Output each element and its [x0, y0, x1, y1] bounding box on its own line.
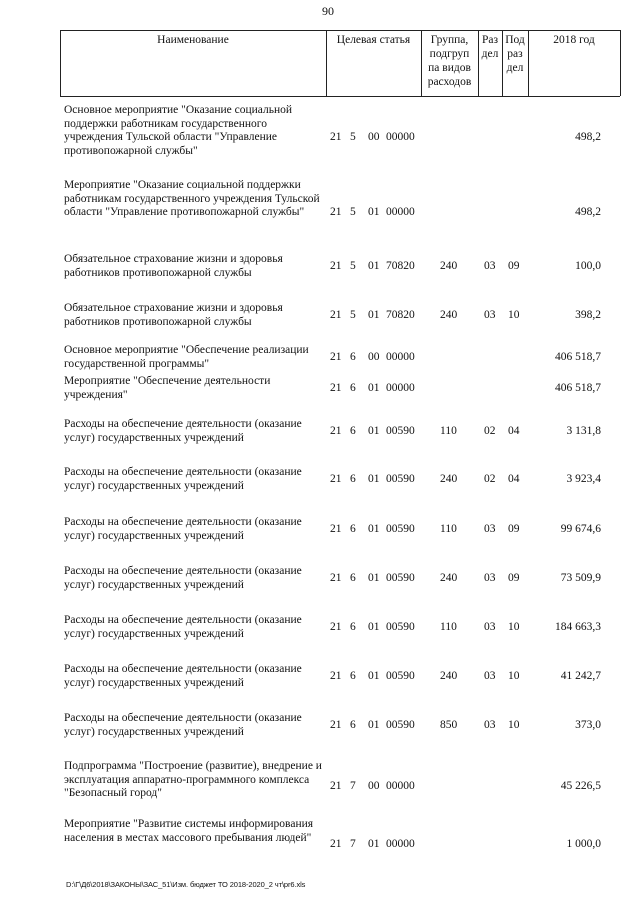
row-c3: 01 — [368, 206, 380, 218]
file-path-footer: D:\Г\Д6\2018\ЗАКОНЫ\ЗАС_51\Изм. бюджет ТО 2018-2020_2 чт\pr6.xls — [66, 880, 306, 889]
row-c1: 21 — [330, 206, 342, 218]
row-c4: 00590 — [386, 425, 415, 437]
row-c1: 21 — [330, 351, 342, 363]
row-c2: 6 — [350, 425, 356, 437]
row-c3: 01 — [368, 523, 380, 535]
row-c2: 5 — [350, 206, 356, 218]
row-c3: 00 — [368, 351, 380, 363]
row-c2: 6 — [350, 473, 356, 485]
row-name: Мероприятие "Оказание социальной поддержки работникам государственного учреждения Тульской области "Управление противопожарной службы" — [64, 179, 320, 218]
row-c2: 6 — [350, 719, 356, 731]
row-c1: 21 — [330, 719, 342, 731]
row-sub: 10 — [508, 670, 520, 682]
row-amount: 3 923,4 — [566, 473, 601, 485]
row-c4: 00590 — [386, 572, 415, 584]
row-name: Основное мероприятие "Оказание социальной поддержки работникам государственного учреждения Тульской области "Управление противопожарной службы" — [64, 104, 293, 157]
row-name: Расходы на обеспечение деятельности (оказание услуг) государственных учреждений — [64, 516, 302, 542]
header-name: Наименование — [157, 34, 229, 46]
row-c3: 01 — [368, 382, 380, 394]
row-c1: 21 — [330, 670, 342, 682]
row-c2: 5 — [350, 131, 356, 143]
row-amount: 100,0 — [575, 260, 601, 272]
header-section: Раз дел — [481, 34, 499, 60]
row-sec: 03 — [484, 621, 496, 633]
header-target: Целевая статья — [336, 34, 411, 46]
row-sec: 03 — [484, 523, 496, 535]
row-c3: 01 — [368, 719, 380, 731]
row-sub: 10 — [508, 621, 520, 633]
row-sec: 03 — [484, 719, 496, 731]
row-group: 850 — [440, 719, 458, 731]
row-group: 110 — [440, 425, 457, 437]
row-c3: 00 — [368, 131, 380, 143]
row-c2: 5 — [350, 260, 356, 272]
row-c2: 6 — [350, 670, 356, 682]
row-amount: 73 509,9 — [560, 572, 601, 584]
row-amount: 498,2 — [575, 131, 601, 143]
row-c1: 21 — [330, 572, 342, 584]
row-name: Обязательное страхование жизни и здоровья работников противопожарной службы — [64, 253, 283, 279]
row-sub: 09 — [508, 572, 520, 584]
row-group: 240 — [440, 473, 458, 485]
row-c3: 01 — [368, 572, 380, 584]
row-c2: 6 — [350, 382, 356, 394]
row-c1: 21 — [330, 473, 342, 485]
header-year: 2018 год — [553, 34, 595, 46]
row-c2: 6 — [350, 351, 356, 363]
row-c4: 00590 — [386, 473, 415, 485]
row-group: 240 — [440, 670, 458, 682]
row-amount: 99 674,6 — [560, 523, 601, 535]
row-c1: 21 — [330, 309, 342, 321]
row-sec: 03 — [484, 572, 496, 584]
row-c2: 7 — [350, 780, 356, 792]
row-sub: 09 — [508, 523, 520, 535]
row-amount: 406 518,7 — [555, 351, 601, 363]
row-amount: 184 663,3 — [555, 621, 601, 633]
row-group: 240 — [440, 572, 458, 584]
row-c3: 01 — [368, 473, 380, 485]
header-subsection: Под раз дел — [505, 34, 525, 74]
page-number: 90 — [322, 4, 334, 18]
row-sec: 02 — [484, 425, 496, 437]
row-c4: 70820 — [386, 309, 415, 321]
row-name: Расходы на обеспечение деятельности (оказание услуг) государственных учреждений — [64, 712, 302, 738]
row-sub: 10 — [508, 309, 520, 321]
row-group: 240 — [440, 309, 458, 321]
row-c4: 00000 — [386, 780, 415, 792]
row-c1: 21 — [330, 838, 342, 850]
row-sub: 09 — [508, 260, 520, 272]
row-amount: 1 000,0 — [566, 838, 601, 850]
row-c1: 21 — [330, 523, 342, 535]
row-group: 240 — [440, 260, 458, 272]
row-sec: 02 — [484, 473, 496, 485]
row-amount: 3 131,8 — [566, 425, 601, 437]
row-amount: 498,2 — [575, 206, 601, 218]
row-c4: 00000 — [386, 206, 415, 218]
row-c4: 00000 — [386, 351, 415, 363]
row-amount: 41 242,7 — [560, 670, 601, 682]
row-c2: 5 — [350, 309, 356, 321]
row-c2: 7 — [350, 838, 356, 850]
row-c1: 21 — [330, 131, 342, 143]
row-sub: 04 — [508, 425, 520, 437]
row-name: Расходы на обеспечение деятельности (оказание услуг) государственных учреждений — [64, 614, 302, 640]
row-c4: 00590 — [386, 719, 415, 731]
row-name: Мероприятие "Обеспечение деятельности учреждения" — [64, 375, 271, 401]
row-amount: 45 226,5 — [560, 780, 601, 792]
row-name: Основное мероприятие "Обеспечение реализации государственной программы" — [64, 344, 309, 370]
row-name: Расходы на обеспечение деятельности (оказание услуг) государственных учреждений — [64, 565, 302, 591]
row-c4: 00590 — [386, 670, 415, 682]
row-name: Расходы на обеспечение деятельности (оказание услуг) государственных учреждений — [64, 663, 302, 689]
row-c3: 01 — [368, 425, 380, 437]
row-amount: 406 518,7 — [555, 382, 601, 394]
row-c1: 21 — [330, 260, 342, 272]
row-c3: 01 — [368, 260, 380, 272]
row-sub: 10 — [508, 719, 520, 731]
row-c1: 21 — [330, 425, 342, 437]
row-c4: 70820 — [386, 260, 415, 272]
row-c2: 6 — [350, 523, 356, 535]
row-c3: 01 — [368, 621, 380, 633]
row-amount: 398,2 — [575, 309, 601, 321]
row-c4: 00000 — [386, 131, 415, 143]
row-c3: 01 — [368, 309, 380, 321]
row-c2: 6 — [350, 621, 356, 633]
row-c2: 6 — [350, 572, 356, 584]
row-group: 110 — [440, 523, 457, 535]
row-c1: 21 — [330, 780, 342, 792]
row-name: Расходы на обеспечение деятельности (оказание услуг) государственных учреждений — [64, 418, 302, 444]
row-c3: 00 — [368, 780, 380, 792]
header-group: Группа, подгруп па видов расходов — [427, 34, 472, 88]
row-group: 110 — [440, 621, 457, 633]
row-name: Расходы на обеспечение деятельности (оказание услуг) государственных учреждений — [64, 466, 302, 492]
row-name: Подпрограмма "Построение (развитие), внедрение и эксплуатация аппаратно-программного комплекса "Безопасный город" — [64, 760, 322, 799]
row-c3: 01 — [368, 838, 380, 850]
header-top-border — [60, 30, 620, 31]
row-name: Обязательное страхование жизни и здоровья работников противопожарной службы — [64, 302, 283, 328]
row-sec: 03 — [484, 670, 496, 682]
row-c3: 01 — [368, 670, 380, 682]
row-c4: 00590 — [386, 523, 415, 535]
row-name: Мероприятие "Развитие системы информирования населения в местах массового пребывания людей" — [64, 818, 314, 844]
row-sub: 04 — [508, 473, 520, 485]
row-c4: 00000 — [386, 382, 415, 394]
header-divider — [620, 30, 621, 96]
row-c1: 21 — [330, 382, 342, 394]
row-c4: 00000 — [386, 838, 415, 850]
row-c4: 00590 — [386, 621, 415, 633]
row-sec: 03 — [484, 260, 496, 272]
row-sec: 03 — [484, 309, 496, 321]
row-c1: 21 — [330, 621, 342, 633]
row-amount: 373,0 — [575, 719, 601, 731]
